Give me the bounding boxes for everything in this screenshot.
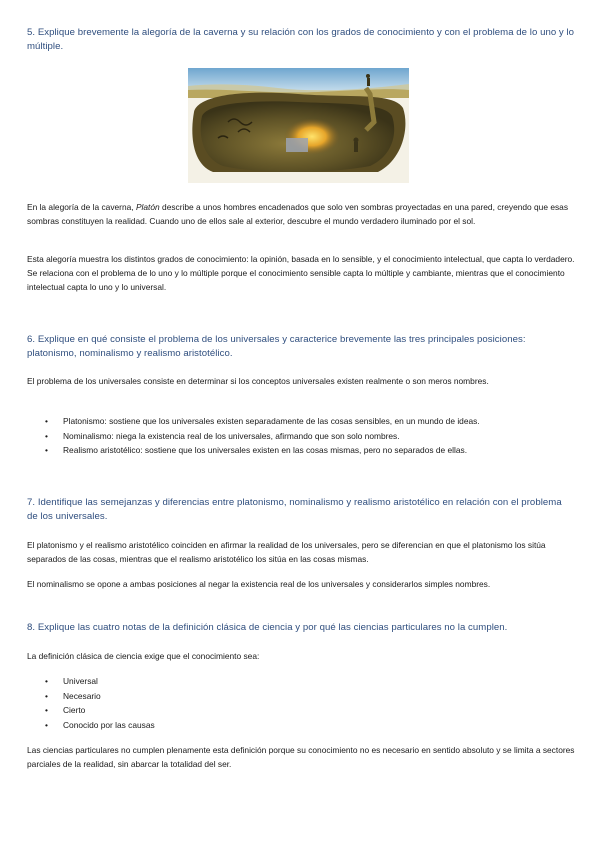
p1-part-a: En la alegoría de la caverna,: [27, 202, 136, 212]
question-7-paragraph-1: El platonismo y el realismo aristotélico coinciden en afirmar la realidad de los universales, pero se diferencian en que el platonismo los sitúa separados de las cosas, mientras que el realismo aristotélico los sitúa en las cosas mismas.: [27, 540, 546, 564]
question-5-paragraph-2: Esta alegoría muestra los distintos grados de conocimiento: la opinión, basada en lo sensible, y el conocimiento intelectual, que capta lo verdadero. Se relaciona con el problema de lo uno y lo múltiple porque el conocimiento sensible capta lo múltiple y cambiante, mientras que el conocimiento intelectual capta lo uno y lo universal.: [27, 254, 575, 292]
bullet-text: Universal: [63, 676, 98, 686]
bullet-text: Necesario: [63, 691, 101, 701]
question-8-intro: La definición clásica de ciencia exige que el conocimiento sea:: [27, 651, 260, 661]
bullet-icon: •: [45, 416, 48, 426]
question-7-heading: 7. Identifique las semejanzas y diferencias entre platonismo, nominalismo y realismo aristotélico en relación con el problema de los universales.: [27, 497, 562, 522]
question-5-paragraph-1: [27, 200, 575, 228]
question-8-heading: 8. Explique las cuatro notas de la definición clásica de ciencia y por qué las ciencias particulares no la cumplen.: [27, 622, 508, 633]
bullet-text: Nominalismo: niega la existencia real de los universales, afirmando que son solo nombres.: [63, 431, 400, 441]
bullet-text: Realismo aristotélico: sostiene que los universales existen en las cosas mismas, pero no separados de ellas.: [63, 445, 468, 455]
bullet-text: Cierto: [63, 705, 86, 715]
bullet-icon: •: [45, 705, 48, 715]
bullet-icon: •: [45, 431, 48, 441]
bullet-icon: •: [45, 676, 48, 686]
cave-allegory-illustration: [188, 68, 409, 183]
question-5-heading: 5. Explique brevemente la alegoría de la caverna y su relación con los grados de conocimiento y con el problema de lo uno y lo múltiple.: [27, 27, 575, 52]
bullet-icon: •: [45, 691, 48, 701]
question-6-intro: El problema de los universales consiste en determinar si los conceptos universales existen realmente o son meros nombres.: [27, 376, 489, 386]
question-6-heading: 6. Explique en qué consiste el problema de los universales y caracterice brevemente las tres principales posiciones: platonismo, nominalismo y realismo aristotélico.: [27, 334, 526, 359]
plato-name: Platón: [135, 202, 160, 212]
cave-illustration-svg: [188, 68, 409, 183]
bullet-text: Conocido por las causas: [63, 720, 155, 730]
question-7-paragraph-2: El nominalismo se opone a ambas posiciones al negar la existencia real de los universales y considerarlos simples nombres.: [27, 579, 491, 589]
bullet-icon: •: [45, 445, 48, 455]
bullet-icon: •: [45, 720, 48, 730]
bullet-text: Platonismo: sostiene que los universales existen separadamente de las cosas sensibles, en un mundo de ideas.: [63, 416, 480, 426]
p1-part-b: describe a unos hombres encadenados que solo ven sombras proyectadas en una pared, creyendo que esas sombras constituyen la realidad. Cuando uno de ellos sale al exterior, descubre el mundo verdadero iluminado por el sol.: [27, 202, 569, 226]
question-8-paragraph-2: Las ciencias particulares no cumplen plenamente esta definición porque su conocimiento no es necesario en sentido absoluto y se limita a sectores parciales de la realidad, sin abarcar la totalidad del ser.: [27, 745, 575, 769]
